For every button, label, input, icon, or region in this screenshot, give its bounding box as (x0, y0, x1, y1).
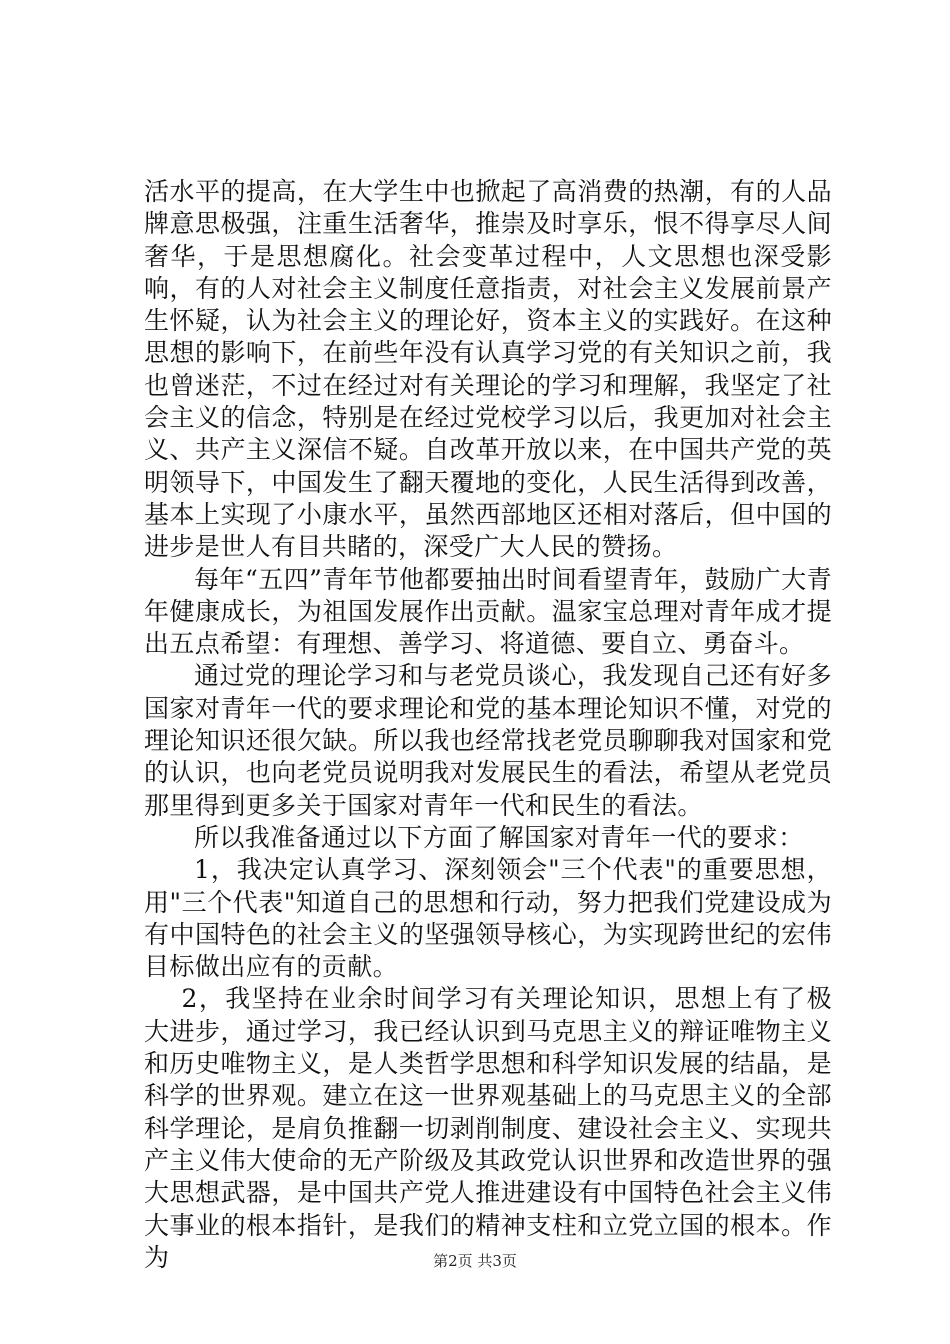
paragraph-3: 通过党的理论学习和与老党员谈心，我发现自己还有好多国家对青年一代的要求理论和党的基本理论知识不懂，对党的理论知识还很欠缺。所以我也经常找老党员聊聊我对国家和党的认识，也向老党员说明我对发展民生的看法，希望从老党员那里得到更多关于国家对青年一代和民生的看法。 (144, 661, 832, 820)
paragraph-5: 1，我决定认真学习、深刻领会"三个代表"的重要思想，用"三个代表"知道自己的思想和行动，努力把我们党建设成为有中国特色的社会主义的坚强领导核心，为实现跨世纪的宏伟目标做出应有的贡献。 (144, 855, 832, 982)
paragraph-6: 2，我坚持在业余时间学习有关理论知识，思想上有了极大进步，通过学习，我已经认识到马克思主义的辩证唯物主义和历史唯物主义，是人类哲学思想和科学知识发展的结晶，是科学的世界观。建立在这一世界观基础上的马克思主义的全部科学理论，是肩负推翻一切剥削制度、建设社会主义、实现共产主义伟大使命的无产阶级及其政党认识世界和改造世界的强大思想武器，是中国共产党人推进建设有中国特色社会主义伟大事业的根本指针，是我们的精神支柱和立党立国的根本。作为 (144, 984, 832, 1272)
paragraph-4: 所以我准备通过以下方面了解国家对青年一代的要求： (194, 822, 804, 852)
page-number-footer: 第2页 共3页 (433, 1252, 517, 1270)
document-body (144, 176, 832, 1274)
paragraph-2: 每年“五四”青年节他都要抽出时间看望青年，鼓励广大青年健康成长，为祖国发展作出贡献。温家宝总理对青年成才提出五点希望：有理想、善学习、将道德、要自立、勇奋斗。 (144, 564, 832, 659)
paragraph-1: 活水平的提高，在大学生中也掀起了高消费的热潮，有的人品牌意思极强，注重生活奢华，推崇及时享乐，恨不得享尽人间奢华，于是思想腐化。社会变革过程中，人文思想也深受影响，有的人对社会主义制度任意指责，对社会主义发展前景产生怀疑，认为社会主义的理论好，资本主义的实践好。在这种思想的影响下，在前些年没有认真学习党的有关知识之前，我也曾迷茫，不过在经过对有关理论的学习和理解，我坚定了社会主义的信念，特别是在经过党校学习以后，我更加对社会主义、共产主义深信不疑。自改革开放以来，在中国共产党的英明领导下，中国发生了翻天覆地的变化，人民生活得到改善，基本上实现了小康水平，虽然西部地区还相对落后，但中国的进步是世人有目共睹的，深受广大人民的赞扬。 (144, 177, 832, 562)
